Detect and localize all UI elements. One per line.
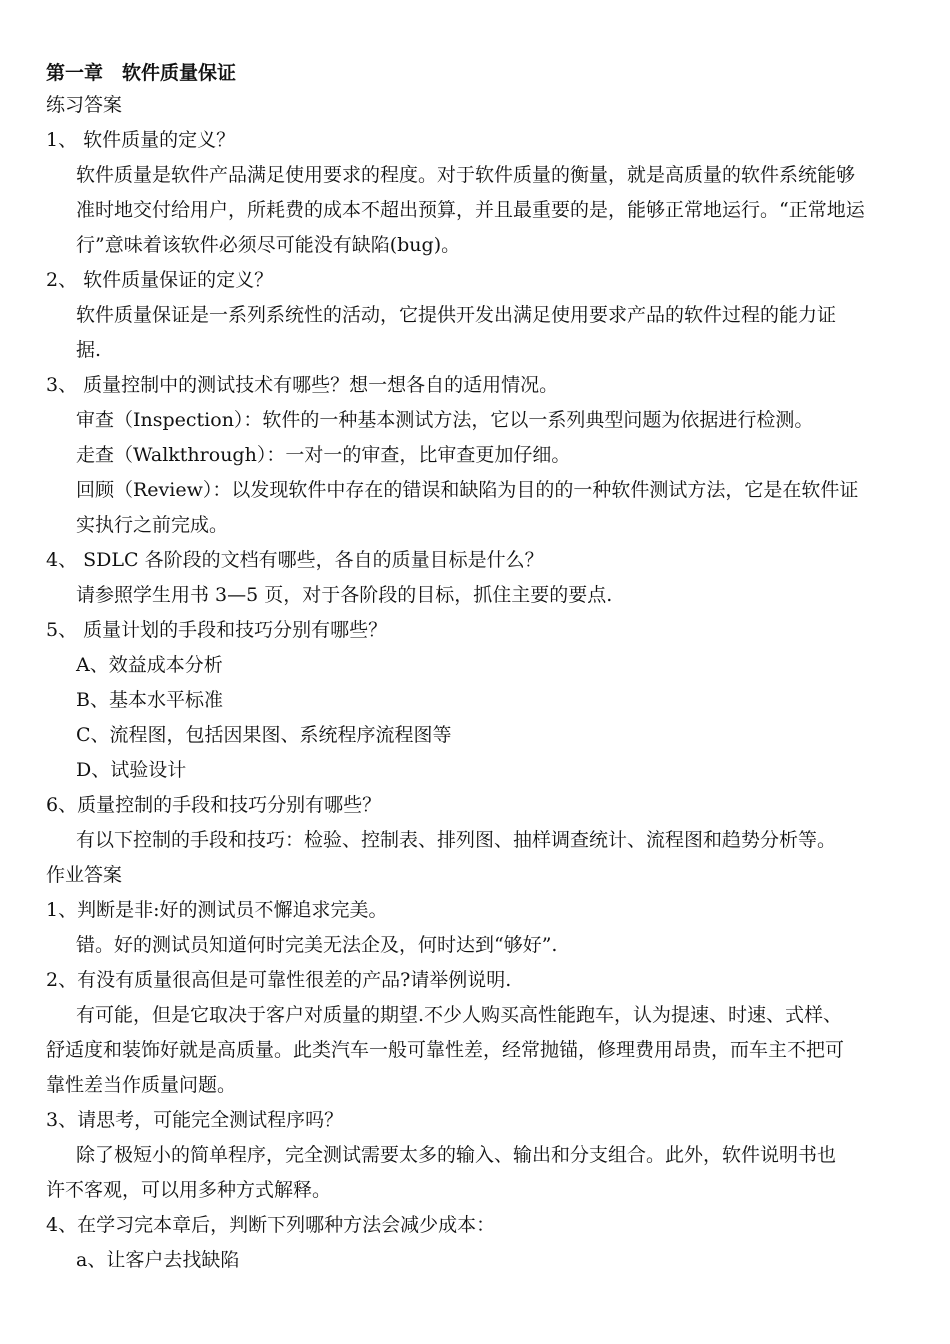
homework-q2: 2、有没有质量很高但是可靠性很差的产品?请举例说明. — [46, 969, 512, 991]
practice-q5-option: B、基本水平标准 — [76, 689, 223, 711]
homework-q3-answer-line: 许不客观，可以用多种方式解释。 — [46, 1179, 332, 1201]
homework-q4: 4、在学习完本章后，判断下列哪种方法会减少成本： — [46, 1214, 496, 1236]
chapter-title: 第一章 软件质量保证 — [46, 62, 237, 84]
homework-q1: 1、判断是非:好的测试员不懈追求完美。 — [46, 899, 388, 921]
practice-q3-answer-line: 审查（Inspection）：软件的一种基本测试方法，它以一系列典型问题为依据进行检测。 — [76, 409, 814, 431]
homework-q1-answer-line: 错。好的测试员知道何时完美无法企及，何时达到“够好”. — [76, 934, 558, 956]
homework-q2-answer-line: 靠性差当作质量问题。 — [46, 1074, 237, 1096]
practice-q4-answer-line: 请参照学生用书 3—5 页，对于各阶段的目标，抓住主要的要点. — [76, 584, 613, 606]
practice-q1-answer-line: 准时地交付给用户，所耗费的成本不超出预算，并且最重要的是，能够正常地运行。“正常地运 — [76, 199, 865, 221]
practice-q3-answer-line: 实执行之前完成。 — [76, 514, 229, 536]
practice-q2: 2、 软件质量保证的定义？ — [46, 269, 274, 291]
practice-q5: 5、 质量计划的手段和技巧分别有哪些？ — [46, 619, 388, 641]
practice-q1-answer-line: 软件质量是软件产品满足使用要求的程度。对于软件质量的衡量，就是高质量的软件系统能够 — [76, 164, 856, 186]
practice-q2-answer-line: 据. — [76, 339, 102, 361]
homework-heading: 作业答案 — [46, 864, 123, 886]
practice-q6-answer-line: 有以下控制的手段和技巧：检验、控制表、排列图、抽样调查统计、流程图和趋势分析等。 — [76, 829, 837, 851]
homework-q2-answer-line: 有可能，但是它取决于客户对质量的期望.不少人购买高性能跑车，认为提速、时速、式样、 — [76, 1004, 843, 1026]
practice-q5-option: A、效益成本分析 — [76, 654, 223, 676]
practice-q1-answer-line: 行”意味着该软件必须尽可能没有缺陷(bug)。 — [76, 234, 461, 256]
practice-q5-option: C、流程图，包括因果图、系统程序流程图等 — [76, 724, 452, 746]
homework-q4-option: a、让客户去找缺陷 — [76, 1249, 240, 1271]
homework-q3: 3、请思考，可能完全测试程序吗？ — [46, 1109, 344, 1131]
practice-q5-option: D、试验设计 — [76, 759, 187, 781]
practice-q3-answer-line: 走查（Walkthrough）：一对一的审查，比审查更加仔细。 — [76, 444, 571, 466]
practice-q1: 1、 软件质量的定义？ — [46, 129, 236, 151]
practice-heading: 练习答案 — [46, 94, 123, 116]
practice-q6: 6、质量控制的手段和技巧分别有哪些？ — [46, 794, 382, 816]
homework-q3-answer-line: 除了极短小的简单程序，完全测试需要太多的输入、输出和分支组合。此外，软件说明书也 — [76, 1144, 837, 1166]
practice-q3: 3、 质量控制中的测试技术有哪些？想一想各自的适用情况。 — [46, 374, 559, 396]
practice-q2-answer-line: 软件质量保证是一系列系统性的活动，它提供开发出满足使用要求产品的软件过程的能力证 — [76, 304, 837, 326]
document-page — [46, 58, 908, 1280]
practice-q3-answer-line: 回顾（Review）：以发现软件中存在的错误和缺陷为目的的一种软件测试方法，它是在软件证 — [76, 479, 859, 501]
practice-q4: 4、 SDLC 各阶段的文档有哪些，各自的质量目标是什么？ — [46, 549, 544, 571]
homework-q2-answer-line: 舒适度和装饰好就是高质量。此类汽车一般可靠性差，经常抛锚，修理费用昂贵，而车主不把可 — [46, 1039, 845, 1061]
